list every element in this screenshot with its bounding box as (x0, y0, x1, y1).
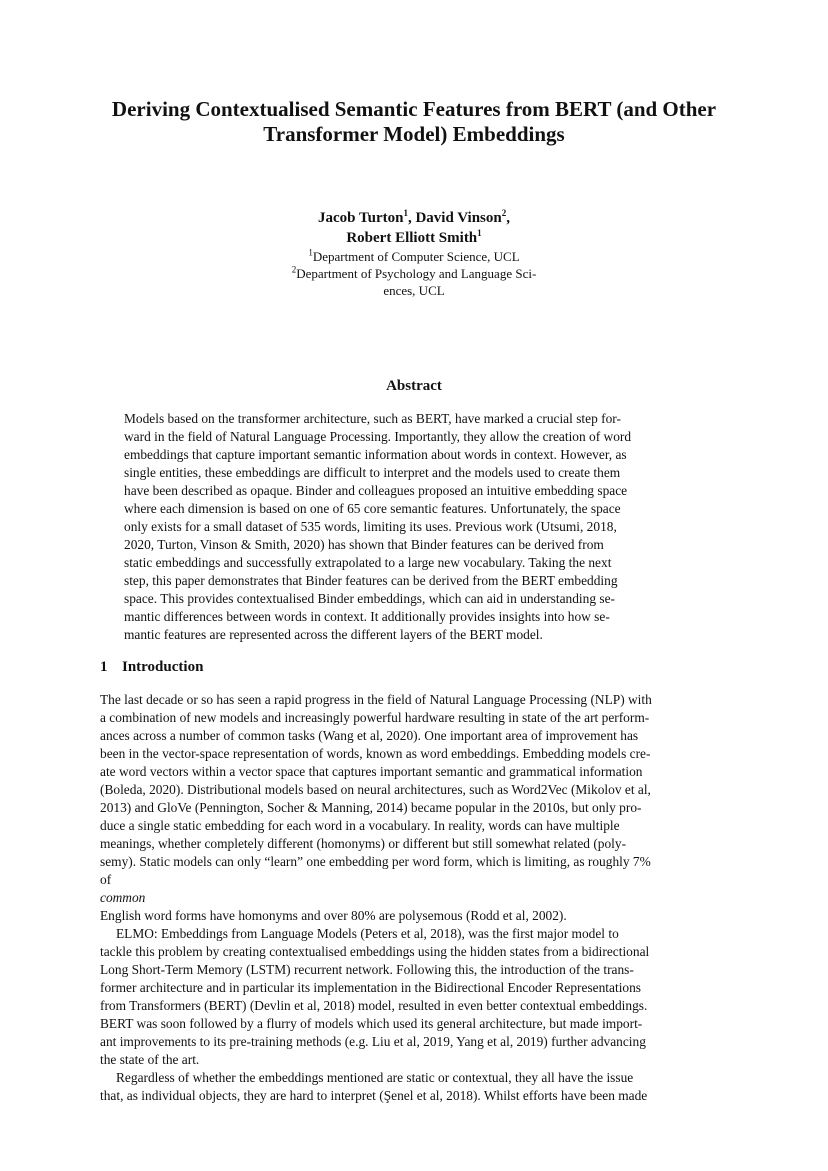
body-line: ant improvements to its pre-training methods (e.g. Liu et al, 2019, Yang et al, 2019) further advancing (100, 1034, 646, 1049)
section-heading-introduction (100, 657, 203, 677)
author-name: Robert Elliott Smith (346, 230, 478, 246)
author-separator: , (506, 210, 510, 226)
abstract-line: ward in the field of Natural Language Processing. Importantly, they allow the creation of word (124, 429, 632, 444)
abstract-heading: Abstract (386, 378, 442, 394)
body-line: from Transformers (BERT) (Devlin et al, 2018) model, resulted in even better contextual embeddings. (100, 998, 648, 1013)
author-line-1 (214, 208, 614, 228)
author-separator: , (407, 210, 416, 226)
author-affil-marker: 2 (501, 208, 507, 218)
abstract-line: step, this paper demonstrates that Binder features can be derived from the BERT embedding (124, 573, 618, 588)
body-line: Long Short-Term Memory (LSTM) recurrent network. Following this, the introduction of the trans- (100, 962, 634, 977)
body-line (100, 871, 730, 925)
author-line-2 (214, 228, 614, 248)
body-line: a combination of new models and increasingly powerful hardware resulting in state of the art perform- (100, 710, 650, 725)
section-number: 1 (100, 659, 108, 675)
body-text: of (100, 872, 112, 887)
abstract-line: Models based on the transformer architecture, such as BERT, have marked a crucial step for- (124, 411, 621, 426)
author-name: Jacob Turton (318, 210, 404, 226)
section-title: Introduction (122, 659, 204, 675)
abstract-line: embeddings that capture important semantic information about words in context. However, as (124, 447, 627, 462)
title-line-1: Deriving Contextualised Semantic Features from BERT (and Other (111, 97, 717, 121)
body-line: been in the vector-space representation of words, known as word embeddings. Embedding models cre- (100, 746, 651, 761)
abstract-line: have been described as opaque. Binder and colleagues proposed an intuitive embedding space (124, 483, 628, 498)
affiliation-line (214, 282, 614, 299)
title-line-2: Transformer Model) Embeddings (263, 122, 565, 146)
author-affil-marker: 1 (403, 208, 408, 218)
affiliation-line (214, 265, 614, 282)
body-text: English word forms have homonyms and over 80% are polysemous (Rodd et al, 2002). (100, 908, 567, 923)
body-line: former architecture and in particular its implementation in the Bidirectional Encoder Representations (100, 980, 642, 995)
body-line: The last decade or so has seen a rapid progress in the field of Natural Language Processing (NLP) with (100, 692, 652, 707)
body-line: BERT was soon followed by a flurry of models which used its general architecture, but made import- (100, 1016, 643, 1031)
body-line: duce a single static embedding for each word in a vocabulary. In reality, words can have multiple (100, 818, 620, 833)
abstract-line: single entities, these embeddings are difficult to interpret and the models used to create them (124, 465, 621, 480)
affiliation-line (214, 248, 614, 265)
body-line: semy). Static models can only “learn” one embedding per word form, which is limiting, as roughly 7% (100, 854, 651, 869)
body-line: (Boleda, 2020). Distributional models based on neural architectures, such as Word2Vec (Mikolov et al, (100, 782, 651, 797)
abstract-line: static embeddings and successfully extrapolated to a large new vocabulary. Taking the next (124, 555, 612, 570)
abstract-line: space. This provides contextualised Binder embeddings, which can aid in understanding se- (124, 591, 615, 606)
body-line: tackle this problem by creating contextualised embeddings using the hidden states from a bidirectional (100, 944, 650, 959)
emphasis-text: common (100, 890, 146, 905)
abstract-line: where each dimension is based on one of 65 core semantic features. Unfortunately, the space (124, 501, 621, 516)
body-line: meanings, whether completely different (homonyms) or different but still somewhat related (poly- (100, 836, 627, 851)
author-block (214, 208, 614, 299)
paper-title (90, 97, 738, 147)
body-line: Regardless of whether the embeddings mentioned are static or contextual, they all have the issue (116, 1070, 634, 1085)
body-line: the state of the art. (100, 1052, 200, 1067)
abstract-line: mantic features are represented across the different layers of the BERT model. (124, 627, 543, 642)
author-affil-marker: 1 (477, 228, 482, 238)
author-name: David Vinson (415, 210, 502, 226)
affiliation-text: Department of Computer Science, UCL (312, 249, 520, 264)
affiliation-marker: 2 (291, 264, 297, 275)
affiliation-marker: 1 (308, 247, 313, 258)
affiliation-text: Department of Psychology and Language Sci- (296, 266, 537, 281)
body-line: ELMO: Embeddings from Language Models (Peters et al, 2018), was the first major model to (116, 926, 619, 941)
affiliation-text: ences, UCL (383, 283, 445, 298)
introduction-body (100, 691, 730, 1105)
abstract-line: 2020, Turton, Vinson & Smith, 2020) has shown that Binder features can be derived from (124, 537, 604, 552)
body-line: ate word vectors within a vector space that captures important semantic and grammatical information (100, 764, 643, 779)
abstract-line: mantic differences between words in context. It additionally provides insights into how se- (124, 609, 610, 624)
abstract-line: only exists for a small dataset of 535 words, limiting its uses. Previous work (Utsumi, 2018, (124, 519, 617, 534)
body-line: that, as individual objects, they are hard to interpret (Şenel et al, 2018). Whilst efforts have been made (100, 1088, 648, 1103)
body-line: 2013) and GloVe (Pennington, Socher & Manning, 2014) became popular in the 2010s, but only pro- (100, 800, 642, 815)
abstract-body (124, 410, 708, 644)
body-line: ances across a number of common tasks (Wang et al, 2020). One important area of improvement has (100, 728, 639, 743)
